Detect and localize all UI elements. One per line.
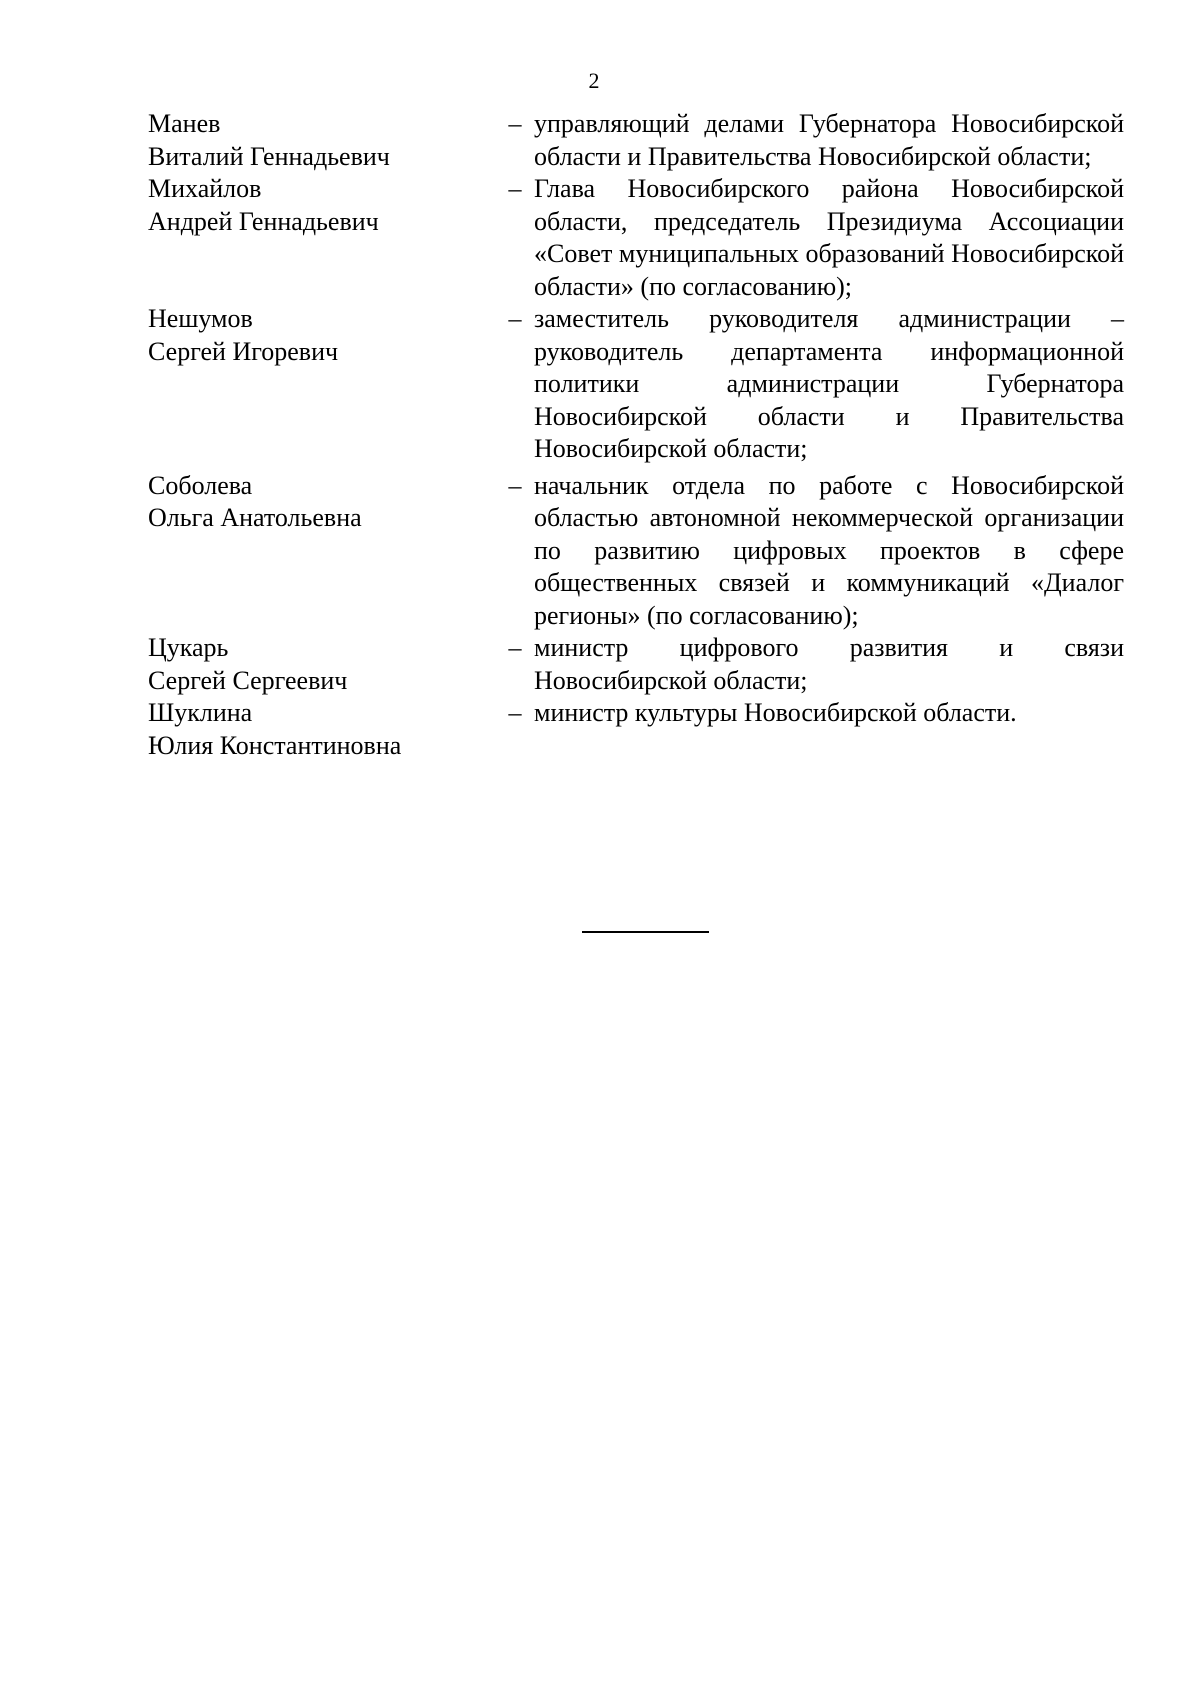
- member-dash: –: [508, 698, 522, 727]
- page-number: 2: [588, 68, 600, 93]
- member-given-names: Сергей Сергеевич: [148, 665, 348, 695]
- member-position: начальник отдела по работе с Новосибирской областью автономной некоммерческой организации по развитию цифровых проектов в сфере общественных связей и коммуникаций «Диалог регионы» (по согласованию);: [534, 470, 1124, 630]
- member-position: министр цифрового развития и связи Новосибирской области;: [534, 633, 1124, 695]
- member-row: [148, 470, 1124, 633]
- member-surname: Нешумов: [148, 304, 253, 333]
- member-dash: –: [508, 109, 522, 138]
- member-dash: –: [508, 633, 522, 662]
- member-given-names: Андрей Геннадьевич: [148, 206, 379, 236]
- member-dash: –: [508, 304, 522, 333]
- member-name: [148, 470, 496, 535]
- member-given-names: Виталий Геннадьевич: [148, 141, 390, 171]
- member-given-names: Сергей Игоревич: [148, 336, 339, 366]
- member-row: [148, 173, 1124, 303]
- member-row: [148, 665, 1124, 763]
- member-surname: Манев: [148, 109, 221, 138]
- members-list: [148, 108, 1124, 762]
- member-surname: Михайлов: [148, 174, 262, 203]
- member-surname: Соболева: [148, 470, 253, 500]
- member-position: заместитель руководителя администрации – руководитель департамента информационной политики администрации Губернатора Новосибирской области и Правительства Новосибирской области;: [534, 304, 1124, 463]
- member-name: [148, 108, 496, 173]
- closing-rule: [582, 931, 709, 933]
- member-dash: –: [508, 470, 522, 500]
- member-row: [148, 108, 1124, 173]
- member-name: [148, 665, 496, 763]
- member-position: Глава Новосибирского района Новосибирской области, председатель Президиума Ассоциации «Совет муниципальных образований Новосибирской области» (по согласованию);: [534, 174, 1124, 301]
- member-given-names: Ольга Анатольевна: [148, 503, 362, 532]
- member-position: управляющий делами Губернатора Новосибирской области и Правительства Новосибирской области;: [534, 109, 1124, 171]
- member-name: [148, 173, 496, 238]
- member-position: министр культуры Новосибирской области.: [534, 698, 1017, 727]
- member-given-names: Юлия Константиновна: [148, 730, 402, 760]
- member-surname: Шуклина: [148, 698, 253, 727]
- member-surname: Цукарь: [148, 633, 229, 662]
- member-name: [148, 303, 496, 368]
- member-dash: –: [508, 174, 522, 203]
- member-row: [148, 303, 1124, 466]
